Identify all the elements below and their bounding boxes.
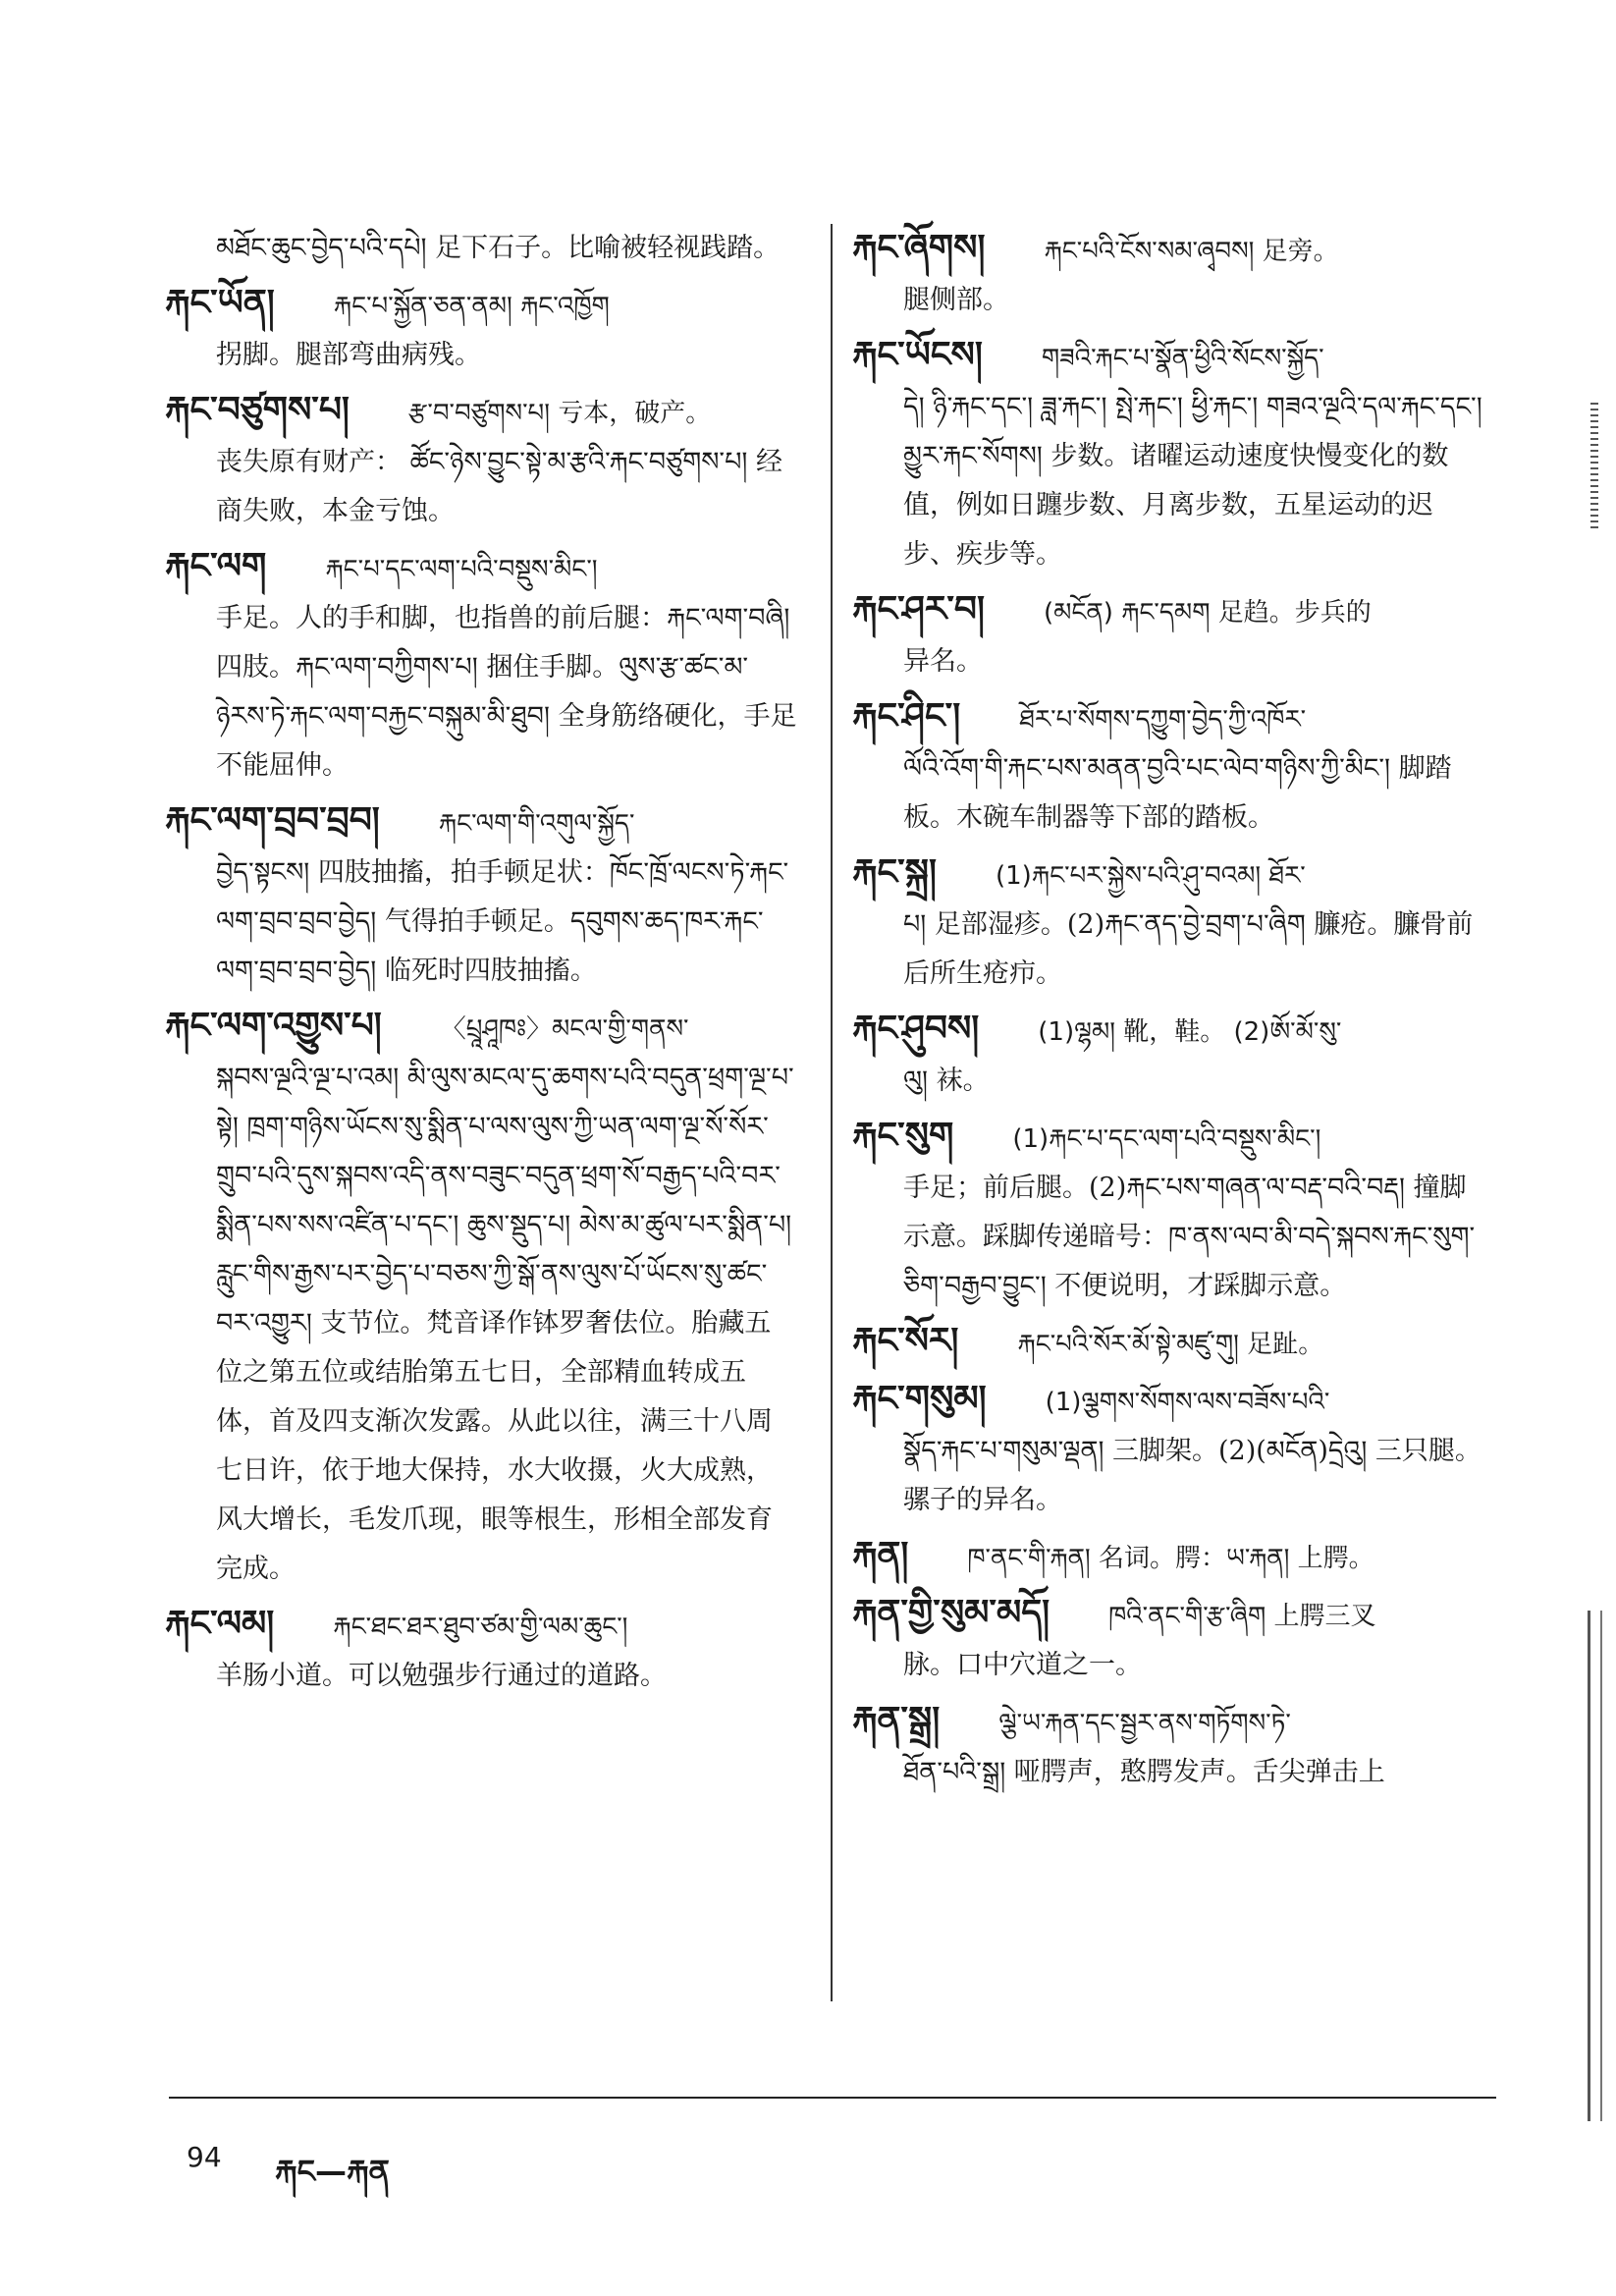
entry-body: དེ། ཉི་རྐང་དང་། ཟླ་རྐང་། སྤེ་རྐང་། ཕྱི་རྐང་། གཟའ་ལྔའི་དལ་རྐང་དང་། མྱུར་རྐང་སོགས། 步数。诸曜运动速度快慢变化的数值，例如日躔步数、月离步数，五星运动的迟步、疾步等。	[903, 392, 1491, 570]
dictionary-entry	[852, 1375, 1484, 1525]
entry-body: 异名。	[903, 646, 983, 677]
dictionary-entry	[852, 1696, 1484, 1797]
entry-headword: རྐང་ཡོངས།	[852, 335, 983, 375]
entry-headword: རྐང་སོར།	[852, 1321, 959, 1361]
entry-definition: རྐང་པ་དང་ལག་པའི་བསྡུས་མིང་།	[325, 555, 598, 584]
entry-headword: རྐང་ཤར་བ།	[852, 589, 985, 629]
entry-headword: རྐང་སུག	[852, 1116, 954, 1156]
dictionary-entry	[169, 224, 797, 273]
right-column	[852, 224, 1491, 1803]
entry-headword: རྐང་ཤིང་།	[852, 696, 961, 737]
entry-definition: ཁའི་ནང་གི་རྩ་ཞིག 上腭三叉	[1108, 1602, 1376, 1631]
dictionary-entry	[852, 1005, 1484, 1106]
dictionary-entry	[852, 848, 1484, 999]
entry-definition: རྐང་པ་སྐྱོན་ཅན་ནམ། རྐང་འཁྱོག	[333, 292, 610, 321]
entry-definition: (མངོན) རྐང་དམག 足趋。步兵的	[1043, 598, 1372, 628]
entry-definition: རྐང་ཐང་ཐར་ཐུབ་ཙམ་གྱི་ལམ་ཆུང་།	[333, 1613, 628, 1642]
entry-headword: རྐན།	[852, 1535, 909, 1575]
entry-headword: རྐང་ལག་འགྱུས་པ།	[165, 1006, 382, 1046]
entry-headword: རྐང་ཞོགས།	[852, 228, 986, 268]
entry-definition: ཐོར་པ་སོགས་དཀྱུག་བྱེད་ཀྱི་འཁོར་	[1019, 705, 1307, 735]
edge-marks	[1588, 1611, 1602, 2121]
dictionary-entry	[852, 692, 1484, 843]
entry-headword: རྐང་ལག	[165, 546, 267, 586]
entry-body: བྱེད་སྟངས། 四肢抽搐，拍手顿足状：ཁོང་ཁྲོ་ལངས་ཏེ་རྐང་ལག་བྲབ་བྲབ་བྱེད། 气得拍手顿足。དབུགས་ཆད་ཁར་རྐང་ལག་བྲབ་བྲབ་བྱེད། 临死时四肢抽搐。	[216, 857, 789, 986]
entry-headword: རྐང་གསུམ།	[852, 1379, 987, 1419]
entry-body: 脉。口中穴道之一。	[903, 1650, 1142, 1680]
entry-body: ལོའི་འོག་གི་རྐང་པས་མནན་བྱའི་པང་ལེབ་གཉིས་ཀྱི་མིང་། 脚踏板。木碗车制器等下部的踏板。	[903, 753, 1452, 833]
dictionary-entry	[165, 1002, 800, 1594]
entry-body: 手足；前后腿。(2)རྐང་པས་གཞན་ལ་བརྡ་བའི་བརྡ། 撞脚示意。踩脚传递暗号：ཁ་ནས་ལབ་མི་བདེ་སྐབས་རྐང་སུག་ཅིག་བརྒྱབ་བྱུང་། 不便说明，才踩脚示意。	[903, 1173, 1476, 1301]
entry-definition: རྐང་པའི་སོར་མོ་སྟེ་མཛུ་གུ། 足趾。	[1017, 1330, 1324, 1359]
entry-headword: རྐང་སྐྲ།	[852, 852, 937, 893]
entry-body: 腿侧部。	[903, 285, 1009, 315]
entry-body: མཐོང་ཆུང་བྱེད་པའི་དཔེ། 足下石子。比喻被轻视践踏。	[216, 233, 781, 263]
entry-body: 丧失原有财产： ཚོང་ཉེས་བྱུང་སྟེ་མ་རྩའི་རྐང་བཙུགས་པ། 经商失败，本金亏蚀。	[216, 447, 782, 526]
dictionary-entry	[852, 1589, 1484, 1690]
entry-definition: (1)ལྕགས་སོགས་ལས་བཟོས་པའི་	[1045, 1388, 1330, 1417]
entry-definition: ཁ་ནང་གི་རྐན། 名词。腭：ཡ་རྐན། 上腭。	[967, 1544, 1374, 1573]
entry-body: 羊肠小道。可以勉强步行通过的道路。	[216, 1661, 667, 1691]
dictionary-entry	[165, 542, 798, 791]
entry-definition: རྐང་ལག་གི་འགུལ་སྐྱོད་	[438, 809, 635, 839]
entry-definition: (1)རྐང་པ་དང་ལག་པའི་བསྡུས་མིང་།	[1012, 1124, 1321, 1154]
entry-definition: (1)ལྷམ། 靴，鞋。 (2)ཨོ་མོ་སུ་	[1038, 1017, 1342, 1047]
entry-definition: རྐང་པའི་ངོས་སམ་ཞྭབས། 足旁。	[1044, 237, 1339, 266]
entry-definition: ལྕེ་ཡ་རྐན་དང་སྦྱར་ནས་གཏོགས་ཏེ་	[998, 1709, 1291, 1738]
entry-headword: རྐང་བཙུགས་པ།	[165, 390, 350, 430]
left-column	[165, 224, 800, 1707]
dictionary-entry	[852, 331, 1491, 579]
entry-body: པ། 足部湿疹。(2)རྐང་ནད་བྱེ་བྲག་པ་ཞིག 臁疮。臁骨前后所生疮疖。	[903, 909, 1474, 989]
entry-body: 拐脚。腿部弯曲病残。	[216, 340, 481, 370]
column-divider	[831, 224, 833, 2001]
dictionary-entry	[165, 796, 797, 996]
dictionary-entry	[852, 1317, 1484, 1369]
dictionary-entry	[165, 279, 797, 380]
entry-definition: རྩ་བ་བཙུགས་པ། 亏本，破产。	[407, 399, 712, 428]
entry-headword: རྐན་སྒྲ།	[852, 1700, 941, 1740]
entry-definition: (1)རྐང་པར་སྐྱེས་པའི་ཤུ་བའམ། ཐོར་	[995, 861, 1306, 891]
entry-definition: 〈པྲཱཤཱཁཿ〉མངལ་གྱི་གནས་	[440, 1014, 689, 1044]
entry-headword: རྐན་གྱི་སུམ་མདོ།	[852, 1593, 1050, 1633]
entry-body: 手足。人的手和脚，也指兽的前后腿：རྐང་ལག་བཞི། 四肢。རྐང་ལག་བཀྱིགས་པ། 捆住手脚。ལུས་རྩ་ཚང་མ་ཉེརས་ཏེ་རྐང་ལག་བརྐྱང་བསྐུམ་མི་ཐུབ། 全身筋络硬化，手足不能屈伸。	[216, 603, 798, 781]
dictionary-entry	[165, 1600, 797, 1701]
dictionary-entry	[852, 224, 1484, 325]
edge-marks	[1590, 403, 1598, 530]
entry-definition: གཟའི་རྐང་པ་སྣོན་ཕྱིའི་སོངས་སྐྱོད་	[1041, 344, 1324, 373]
dictionary-entry	[165, 386, 797, 536]
entry-body: སྐབས་ལྔའི་ལྔ་པ་འམ། མི་ལུས་མངལ་དུ་ཆགས་པའི་བདུན་ཕྲག་ལྔ་པ་སྟེ། ཁྲག་གཉིས་ཡོངས་སུ་སྨིན་པ་ལས་ལུས་ཀྱི་ཡན་ལག་ལྔ་སོ་སོར་གྲུབ་པའི་དུས་སྐབས་འདི་ནས་བཟུང་བདུན་ཕྲག་སོ་བརྒྱད་པའི་བར་སྨིན་པས་སས་འཛིན་པ་དང་། ཆུས་སྡུད་པ། མེས་མ་ཚུལ་པར་སྨིན་པ། རླུང་གིས་རྒྱས་པར་བྱེད་པ་བཅས་ཀྱི་སྒོ་ནས་ལུས་པོ་ཡོངས་སུ་ཚང་བར་འགྱུར། 支节位。梵音译作钵罗奢佉位。胎藏五位之第五位或结胎第五七日，全部精血转成五体，首及四支渐次发露。从此以往，满三十八周七日许，依于地大保持，水大收摄，火大成熟，风大增长，毛发爪现，眼等根生，形相全部发育完成。	[216, 1063, 800, 1584]
entry-body: ལུ། 袜。	[903, 1066, 990, 1096]
dictionary-entry	[852, 585, 1484, 686]
entry-headword: རྐང་ལག་བྲབ་བྲབ།	[165, 800, 380, 841]
page-range: རྐང—རྐན	[275, 2153, 390, 2190]
footer-rule	[169, 2097, 1496, 2099]
dictionary-entry	[852, 1531, 1484, 1583]
page-number: 94	[187, 2141, 222, 2173]
entry-headword: རྐང་ཤུབས།	[852, 1009, 980, 1049]
dictionary-entry	[852, 1112, 1484, 1311]
entry-headword: རྐང་ལམ།	[165, 1604, 275, 1644]
entry-body: སྣོད་རྐང་པ་གསུམ་ལྡན། 三脚架。(2)(མངོན)དྲེའུ། 三只腿。骡子的异名。	[903, 1436, 1481, 1515]
entry-body: ཐོན་པའི་སྒྲ། 哑腭声，憨腭发声。舌尖弹击上	[903, 1757, 1385, 1787]
entry-headword: རྐང་ཡོན།	[165, 283, 275, 323]
